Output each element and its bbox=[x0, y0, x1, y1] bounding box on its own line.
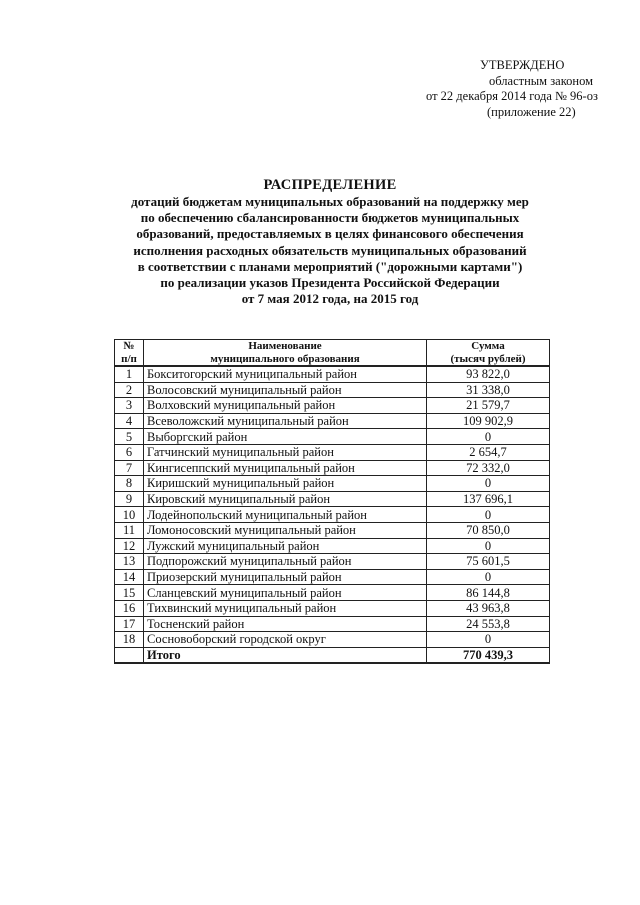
table-row bbox=[115, 491, 550, 507]
row-name: Лодейнопольский муниципальный район bbox=[144, 507, 427, 523]
heading-line: в соответствии с планами мероприятий ("дорожными картами") bbox=[137, 258, 523, 274]
table-row bbox=[115, 585, 550, 601]
row-sum: 0 bbox=[427, 476, 550, 492]
row-name: Киришский муниципальный район bbox=[144, 476, 427, 492]
row-number: 1 bbox=[115, 366, 144, 382]
total-label: Итого bbox=[144, 647, 427, 663]
row-number: 6 bbox=[115, 444, 144, 460]
row-name: Сосновоборский городской округ bbox=[144, 632, 427, 648]
table-row bbox=[115, 382, 550, 398]
row-name: Всеволожский муниципальный район bbox=[144, 413, 427, 429]
header-sum: Сумма (тысяч рублей) bbox=[427, 340, 550, 367]
row-sum: 0 bbox=[427, 538, 550, 554]
row-name: Выборгский район bbox=[144, 429, 427, 445]
table-row bbox=[115, 616, 550, 632]
heading-line: по реализации указов Президента Российской Федерации bbox=[160, 275, 500, 291]
row-number: 14 bbox=[115, 569, 144, 585]
row-number: 10 bbox=[115, 507, 144, 523]
row-sum: 70 850,0 bbox=[427, 522, 550, 538]
table-row bbox=[115, 413, 550, 429]
row-sum: 0 bbox=[427, 429, 550, 445]
total-number bbox=[115, 647, 144, 663]
row-sum: 24 553,8 bbox=[427, 616, 550, 632]
heading-line: исполнения расходных обязательств муниципальных образований bbox=[133, 242, 527, 258]
header-number: № п/п bbox=[115, 340, 144, 367]
row-sum: 31 338,0 bbox=[427, 382, 550, 398]
row-number: 2 bbox=[115, 382, 144, 398]
heading-line: дотаций бюджетам муниципальных образований на поддержку мер bbox=[131, 194, 529, 209]
row-name: Кировский муниципальный район bbox=[144, 491, 427, 507]
row-sum: 137 696,1 bbox=[427, 491, 550, 507]
row-name: Лужский муниципальный район bbox=[144, 538, 427, 554]
row-sum: 72 332,0 bbox=[427, 460, 550, 476]
row-name: Волосовский муниципальный район bbox=[144, 382, 427, 398]
row-name: Ломоносовский муниципальный район bbox=[144, 522, 427, 538]
row-sum: 93 822,0 bbox=[427, 366, 550, 382]
row-number: 17 bbox=[115, 616, 144, 632]
table-row bbox=[115, 507, 550, 523]
row-number: 4 bbox=[115, 413, 144, 429]
approval-stamp bbox=[408, 58, 608, 120]
row-name: Кингисеппский муниципальный район bbox=[144, 460, 427, 476]
row-name: Гатчинский муниципальный район bbox=[144, 444, 427, 460]
row-name: Приозерский муниципальный район bbox=[144, 569, 427, 585]
row-name: Подпорожский муниципальный район bbox=[144, 554, 427, 570]
total-sum: 770 439,3 bbox=[427, 647, 550, 663]
table-row bbox=[115, 398, 550, 414]
row-number: 12 bbox=[115, 538, 144, 554]
row-number: 16 bbox=[115, 600, 144, 616]
document-title: РАСПРЕДЕЛЕНИЕ bbox=[263, 177, 397, 193]
row-sum: 109 902,9 bbox=[427, 413, 550, 429]
approval-appendix: (приложение 22) bbox=[487, 104, 576, 119]
table-row bbox=[115, 554, 550, 570]
row-sum: 0 bbox=[427, 632, 550, 648]
row-number: 9 bbox=[115, 491, 144, 507]
row-number: 7 bbox=[115, 460, 144, 476]
approval-date: от 22 декабря 2014 года № 96-оз bbox=[426, 89, 598, 103]
row-number: 11 bbox=[115, 522, 144, 538]
table-row bbox=[115, 476, 550, 492]
row-sum: 43 963,8 bbox=[427, 600, 550, 616]
table-header-row bbox=[115, 340, 550, 367]
heading-line: от 7 мая 2012 года, на 2015 год bbox=[241, 291, 419, 307]
row-number: 3 bbox=[115, 398, 144, 414]
row-name: Сланцевский муниципальный район bbox=[144, 585, 427, 601]
table-row bbox=[115, 460, 550, 476]
row-sum: 0 bbox=[427, 507, 550, 523]
row-number: 8 bbox=[115, 476, 144, 492]
table-row bbox=[115, 569, 550, 585]
row-name: Тихвинский муниципальный район bbox=[144, 600, 427, 616]
row-number: 15 bbox=[115, 585, 144, 601]
table-total-row bbox=[115, 647, 550, 663]
table-row bbox=[115, 366, 550, 382]
row-sum: 86 144,8 bbox=[427, 585, 550, 601]
row-sum: 75 601,5 bbox=[427, 554, 550, 570]
table-row bbox=[115, 444, 550, 460]
row-name: Волховский муниципальный район bbox=[144, 398, 427, 414]
header-name: Наименование муниципального образования bbox=[144, 340, 427, 367]
table-row bbox=[115, 600, 550, 616]
row-sum: 21 579,7 bbox=[427, 398, 550, 414]
heading-line: образований, предоставляемых в целях финансового обеспечения bbox=[136, 226, 524, 242]
row-number: 13 bbox=[115, 554, 144, 570]
row-sum: 2 654,7 bbox=[427, 444, 550, 460]
table-row bbox=[115, 522, 550, 538]
table-row bbox=[115, 632, 550, 648]
row-number: 18 bbox=[115, 632, 144, 648]
row-name: Тосненский район bbox=[144, 616, 427, 632]
row-sum: 0 bbox=[427, 569, 550, 585]
distribution-table bbox=[114, 339, 550, 664]
document-heading bbox=[100, 176, 560, 307]
table-row bbox=[115, 538, 550, 554]
approval-title: УТВЕРЖДЕНО bbox=[480, 58, 565, 72]
row-name: Бокситогорский муниципальный район bbox=[144, 366, 427, 382]
table-row bbox=[115, 429, 550, 445]
heading-line: по обеспечению сбалансированности бюджетов муниципальных bbox=[140, 210, 520, 226]
approval-law: областным законом bbox=[489, 73, 594, 88]
row-number: 5 bbox=[115, 429, 144, 445]
